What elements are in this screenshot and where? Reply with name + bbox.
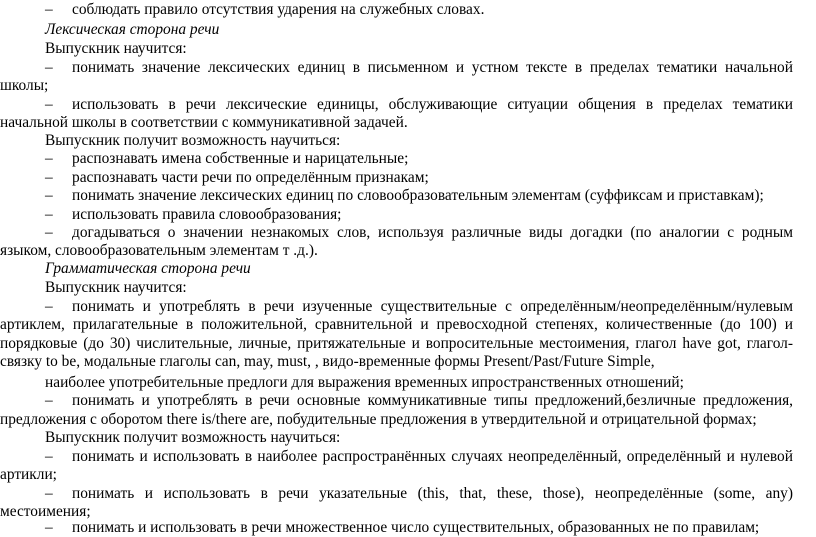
paragraph-text: наиболее употребительные предлоги для выражения временных ипространственных отношений;	[45, 374, 684, 391]
list-item-text: использовать в речи лексические единицы, обслуживающие ситуации общения в пределах тематики	[72, 96, 793, 113]
continuation-text: языком, словообразовательным элементам т .д.).	[0, 242, 318, 259]
dash-marker: –	[45, 392, 53, 409]
continuation-text: порядковые (до 30) числительные, личные, притяжательные и вопросительные местоимения, глагол have got, глагол-	[0, 335, 793, 352]
list-item-text: использовать правила словообразования;	[72, 206, 342, 223]
continuation-text: предложения с оборотом there is/there are, побудительные предложения в утвердительной и отрицательной формах;	[0, 411, 757, 428]
dash-marker: –	[45, 485, 53, 502]
paragraph-text: Выпускник получит возможность научиться:	[45, 429, 341, 446]
list-item-text: распознавать части речи по определённым признакам;	[72, 169, 429, 186]
dash-marker: –	[45, 96, 53, 113]
dash-marker: –	[45, 298, 53, 315]
paragraph-text: Выпускник получит возможность научиться:	[45, 132, 341, 149]
paragraph-text: Выпускник научится:	[45, 40, 187, 57]
list-item-text: понимать и использовать в наиболее распространённых случаях неопределённый, определённый и нулевой	[72, 448, 793, 465]
paragraph-text: Выпускник научится:	[45, 279, 187, 296]
continuation-text: школы;	[0, 77, 49, 94]
continuation-text: артикли;	[0, 466, 57, 483]
list-item-text: догадываться о значении незнакомых слов, используя различные виды догадки (по аналогии с родным	[72, 224, 793, 241]
list-item-text: понимать и употреблять в речи изученные существительные с определённым/неопределённым/нулевым	[72, 298, 793, 315]
dash-marker: –	[45, 150, 53, 167]
list-item-text: понимать значение лексических единиц по словообразовательным элементам (суффиксам и приставкам);	[72, 187, 764, 204]
section-heading: Грамматическая сторона речи	[45, 260, 251, 277]
continuation-text: артиклем, прилагательные в положительной, сравнительной и превосходной степенях, количественные (до 100) и	[0, 316, 793, 333]
list-item-text: соблюдать правило отсутствия ударения на служебных словах.	[72, 1, 485, 18]
continuation-text: начальной школы в соответствии с коммуникативной задачей.	[0, 114, 408, 131]
list-item-text: понимать и использовать в речи множественное число существительных, образованных не по правилам;	[72, 519, 760, 536]
dash-marker: –	[45, 1, 53, 18]
dash-marker: –	[45, 519, 53, 536]
dash-marker: –	[45, 187, 53, 204]
dash-marker: –	[45, 224, 53, 241]
dash-marker: –	[45, 206, 53, 223]
list-item-text: понимать значение лексических единиц в письменном и устном тексте в пределах тематики начальной	[72, 59, 793, 76]
list-item-text: понимать и использовать в речи указательные (this, that, these, those), неопределённые (some, any)	[72, 485, 793, 502]
continuation-text: местоимения;	[0, 503, 91, 520]
continuation-text: связку to be, модальные глаголы can, may, must, , видо-временные формы Present/Past/Future Simple,	[0, 353, 655, 370]
list-item-text: распознавать имена собственные и нарицательные;	[72, 150, 409, 167]
section-heading: Лексическая сторона речи	[45, 21, 220, 38]
dash-marker: –	[45, 169, 53, 186]
dash-marker: –	[45, 448, 53, 465]
list-item-text: понимать и употреблять в речи основные коммуникативные типы предложений,безличные предложения,	[72, 392, 793, 409]
dash-marker: –	[45, 59, 53, 76]
